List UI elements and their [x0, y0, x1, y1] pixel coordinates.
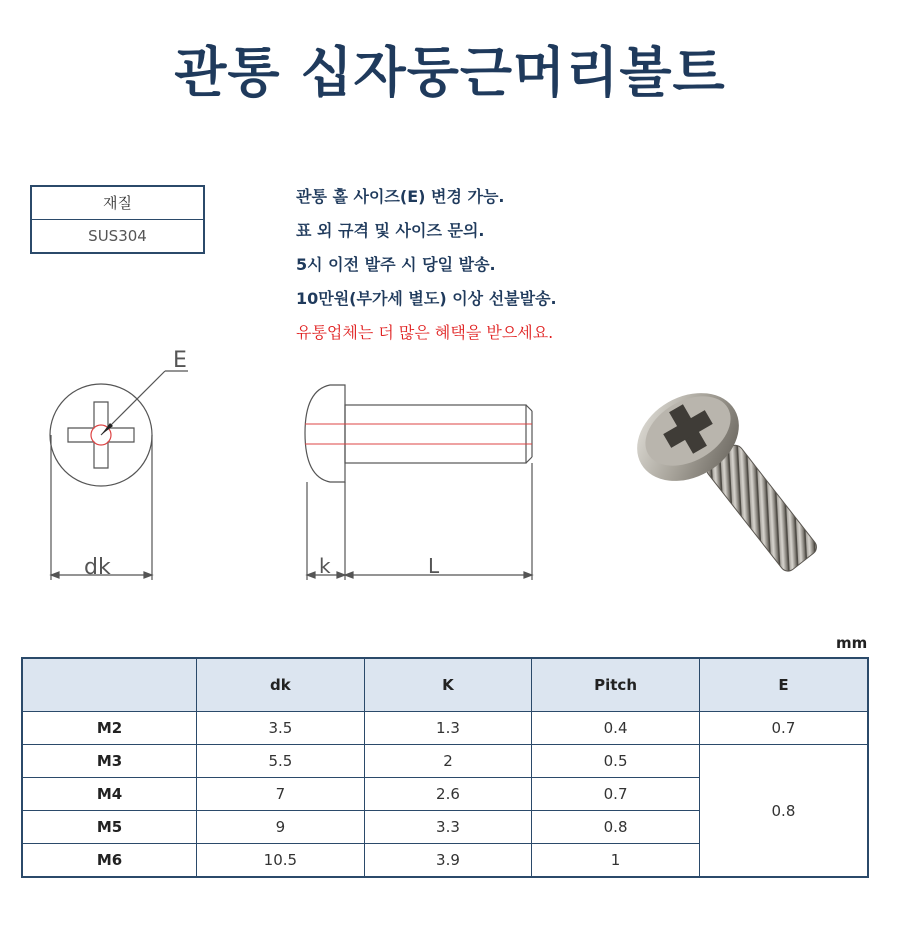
table-cell: 2 — [364, 745, 532, 778]
table-row — [22, 745, 868, 778]
table-cell: 9 — [197, 811, 365, 844]
note-highlight: 유통업체는 더 많은 혜택을 받으세요. — [296, 323, 554, 342]
label-e: E — [173, 348, 187, 373]
header-cell: Pitch — [532, 658, 700, 712]
table-cell: 0.5 — [532, 745, 700, 778]
table-cell-merged: 0.8 — [699, 745, 868, 878]
label-k: k — [319, 554, 331, 578]
material-header: 재질 — [32, 187, 203, 220]
head-top-view-diagram — [40, 345, 187, 590]
size-cell: M3 — [22, 745, 197, 778]
table-cell: 0.7 — [699, 712, 868, 745]
table-cell: 0.4 — [532, 712, 700, 745]
label-dk: dk — [84, 555, 111, 580]
header-cell — [22, 658, 197, 712]
header-cell: dk — [197, 658, 365, 712]
table-cell: 7 — [197, 778, 365, 811]
screw-photo — [630, 365, 840, 590]
table-cell: 3.3 — [364, 811, 532, 844]
table-row — [22, 712, 868, 745]
table-cell: 1.3 — [364, 712, 532, 745]
unit-label: mm — [836, 634, 868, 652]
header-cell: K — [364, 658, 532, 712]
screw-side-view-diagram — [295, 375, 540, 585]
table-cell: 10.5 — [197, 844, 365, 878]
note-item: 관통 홀 사이즈(E) 변경 가능. — [296, 187, 505, 206]
table-cell: 3.5 — [197, 712, 365, 745]
material-box — [30, 185, 205, 254]
table-cell: 5.5 — [197, 745, 365, 778]
size-cell: M5 — [22, 811, 197, 844]
notes-list — [296, 183, 557, 353]
header-cell: E — [699, 658, 868, 712]
table-cell: 2.6 — [364, 778, 532, 811]
note-item: 5시 이전 발주 시 당일 발송. — [296, 255, 496, 274]
table-cell: 3.9 — [364, 844, 532, 878]
size-cell: M4 — [22, 778, 197, 811]
label-l: L — [428, 554, 440, 578]
size-cell: M6 — [22, 844, 197, 878]
table-cell: 0.8 — [532, 811, 700, 844]
size-cell: M2 — [22, 712, 197, 745]
table-header-row — [22, 658, 868, 712]
note-item: 10만원(부가세 별도) 이상 선불발송. — [296, 289, 557, 308]
material-value: SUS304 — [88, 227, 147, 245]
table-cell: 0.7 — [532, 778, 700, 811]
note-item: 표 외 규격 및 사이즈 문의. — [296, 221, 485, 240]
page-title: 관통 십자둥근머리볼트 — [174, 41, 726, 104]
spec-table — [21, 657, 869, 878]
table-cell: 1 — [532, 844, 700, 878]
